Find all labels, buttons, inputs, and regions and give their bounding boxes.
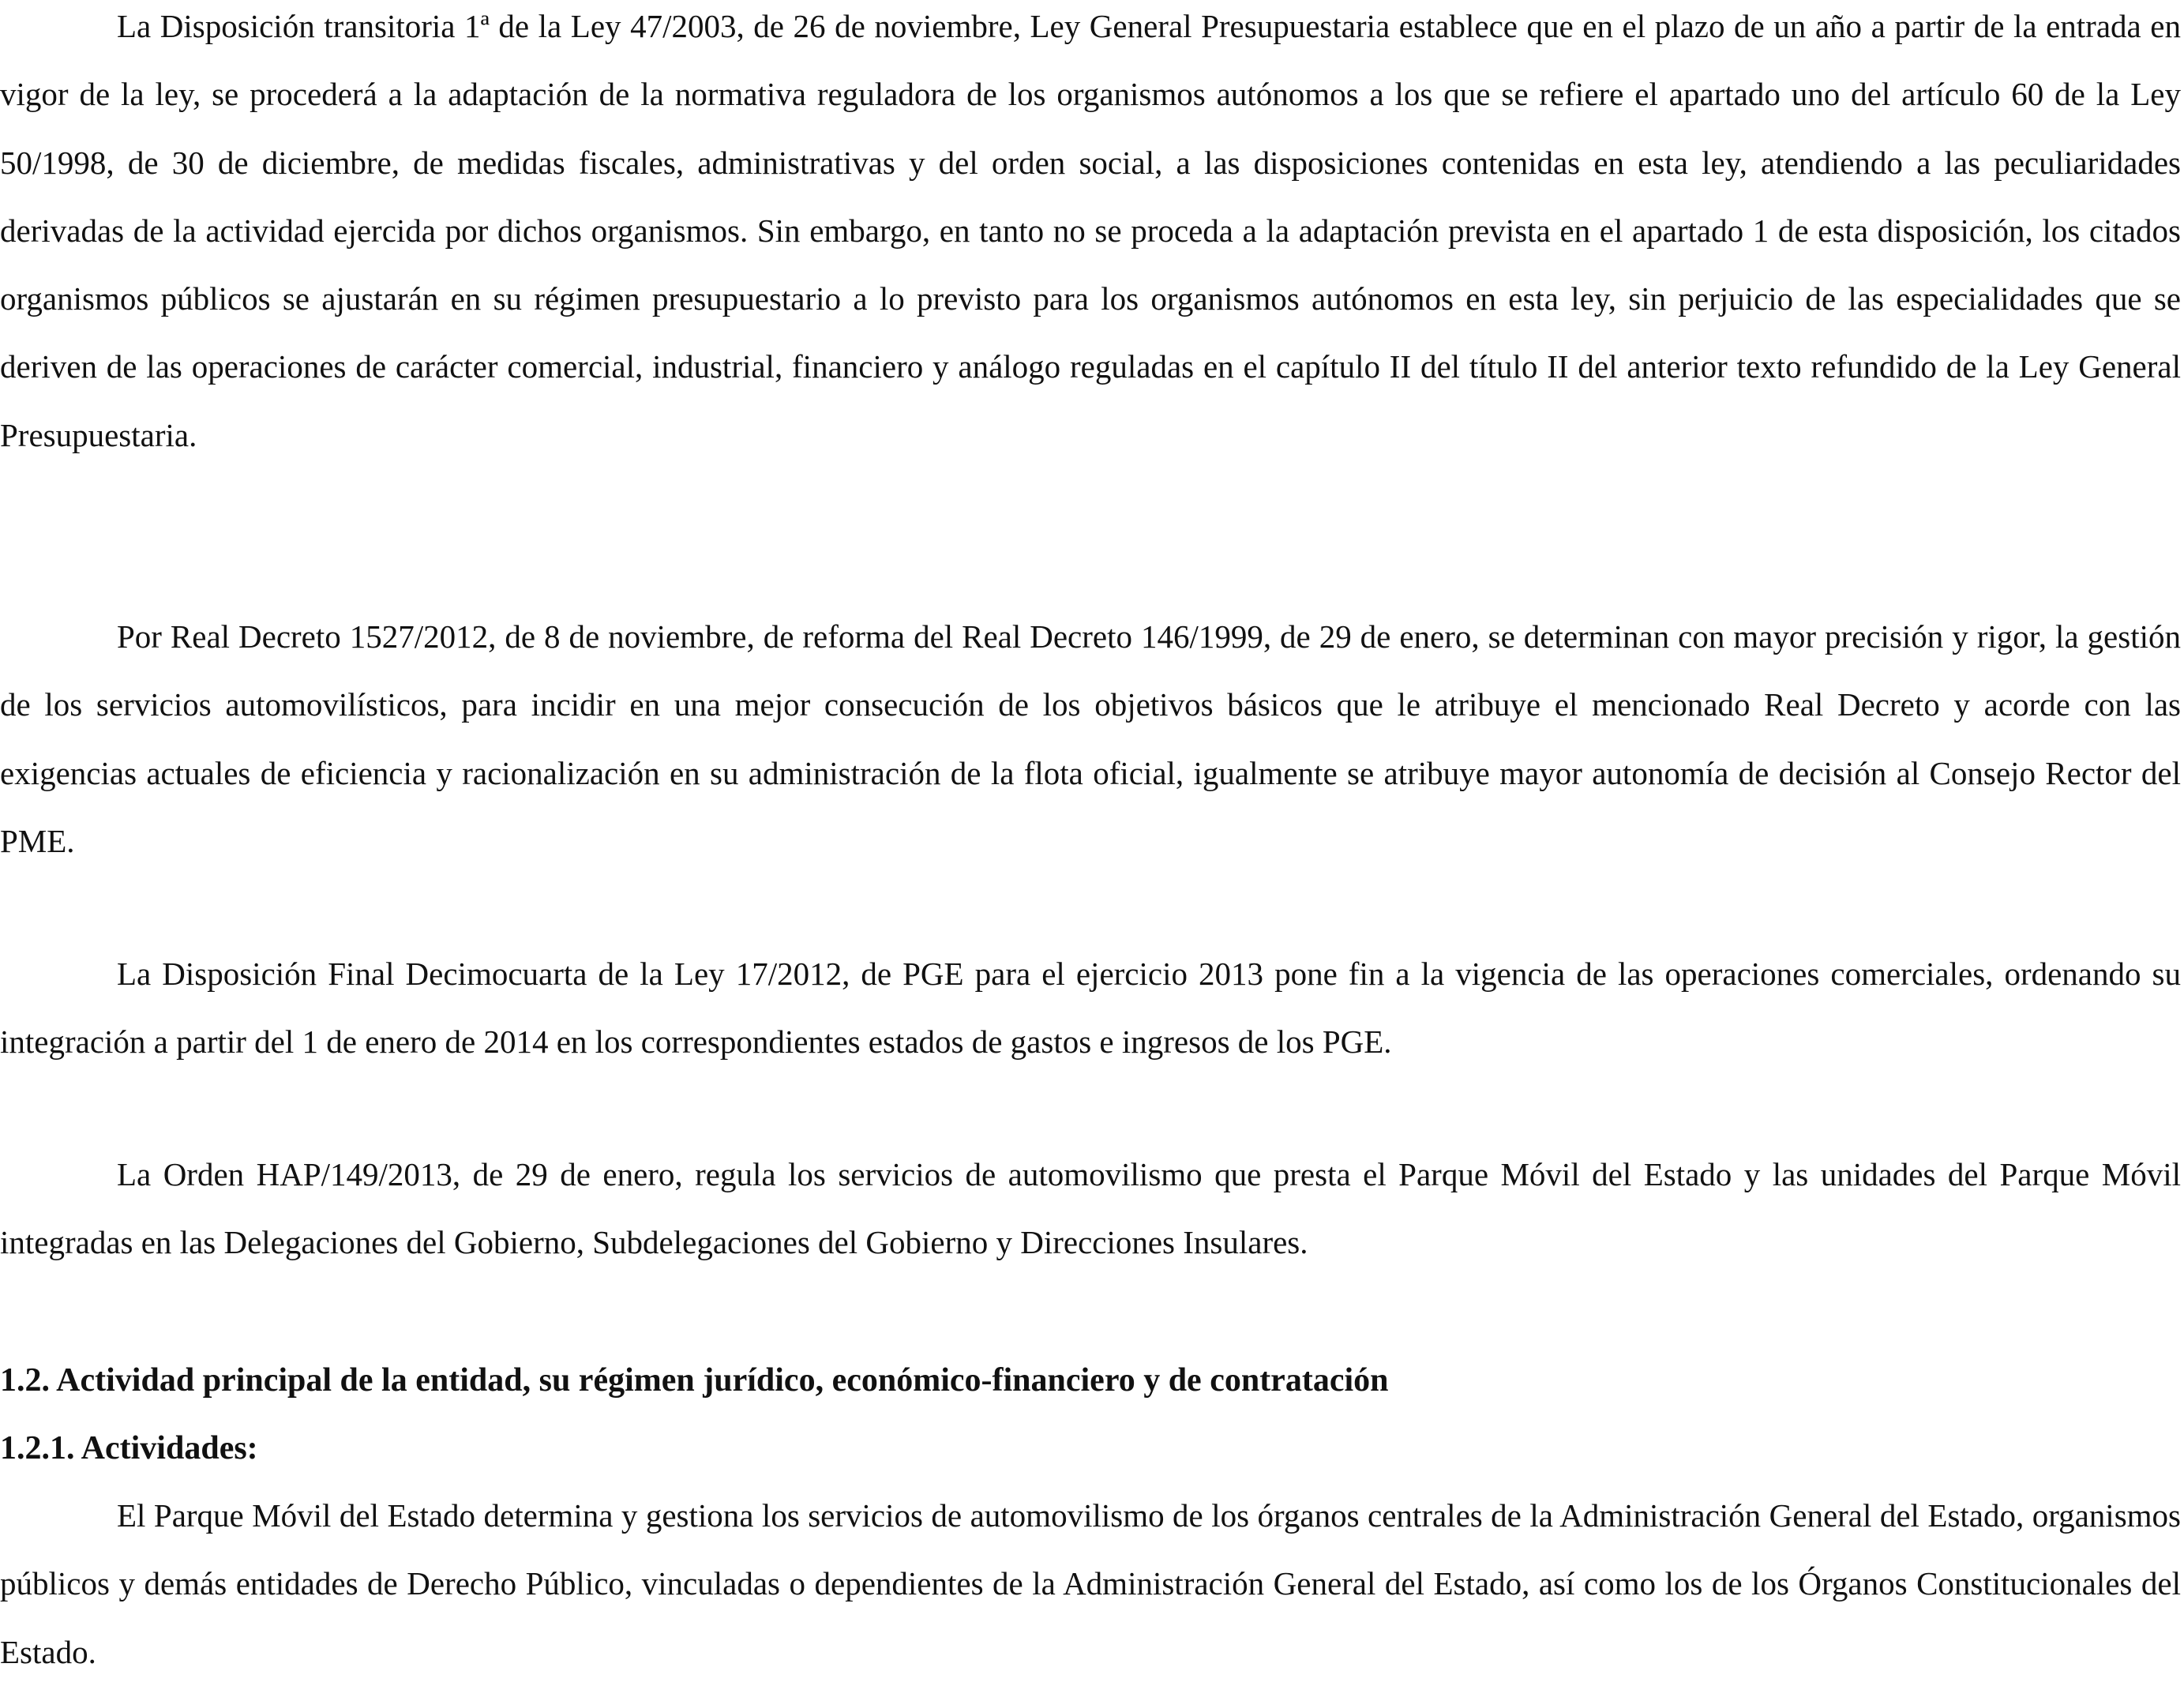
paragraph-transitional-provision: La Disposición transitoria 1ª de la Ley 47/2003, de 26 de noviembre, Ley General Presupuestaria establece que en el plazo de un año a partir de la entrada en vigor de la ley, se procederá a la adaptación de la normativa reguladora de los organismos autónomos a los que se refiere el apartado uno del artículo 60 de la Ley 50/1998, de 30 de diciembre, de medidas fiscales, administrativas y del orden social, a las disposiciones contenidas en esta ley, atendiendo a las peculiaridades derivadas de la actividad ejercida por dichos organismos. Sin embargo, en tanto no se proceda a la adaptación prevista en el apartado 1 de esta disposición, los citados organismos públicos se ajustarán en su régimen presupuestario a lo previsto para los organismos autónomos en esta ley, sin perjuicio de las especialidades que se deriven de las operaciones de carácter comercial, industrial, financiero y análogo reguladas en el capítulo II del título II del anterior texto refundido de la Ley General Presupuestaria. [0, 8, 2181, 453]
section-heading: 1.2. Actividad principal de la entidad, su régimen jurídico, económico-financiero y de contratación [0, 1362, 1389, 1399]
paragraph-activities: El Parque Móvil del Estado determina y gestiona los servicios de automovilismo de los órganos centrales de la Administración General del Estado, organismos públicos y demás entidades de Derecho Público, vinculadas o dependientes de la Administración General del Estado, así como los de los Órganos Constitucionales del Estado. [0, 1497, 2181, 1670]
paragraph-real-decreto: Por Real Decreto 1527/2012, de 8 de noviembre, de reforma del Real Decreto 146/1999, de 29 de enero, se determinan con mayor precisión y rigor, la gestión de los servicios automovilísticos, para incidir en una mejor consecución de los objetivos básicos que le atribuye el mencionado Real Decreto y acorde con las exigencias actuales de eficiencia y racionalización en su administración de la flota oficial, igualmente se atribuye mayor autonomía de decisión al Consejo Rector del PME. [0, 618, 2181, 859]
paragraph-final-provision: La Disposición Final Decimocuarta de la Ley 17/2012, de PGE para el ejercicio 2013 pone fin a la vigencia de las operaciones comerciales, ordenando su integración a partir del 1 de enero de 2014 en los correspondientes estados de gastos e ingresos de los PGE. [0, 956, 2181, 1061]
paragraph-orden-hap: La Orden HAP/149/2013, de 29 de enero, regula los servicios de automovilismo que presta el Parque Móvil del Estado y las unidades del Parque Móvil integradas en las Delegaciones del Gobierno, Subdelegaciones del Gobierno y Direcciones Insulares. [0, 1156, 2181, 1261]
subsection-heading: 1.2.1. Actividades: [0, 1430, 258, 1466]
